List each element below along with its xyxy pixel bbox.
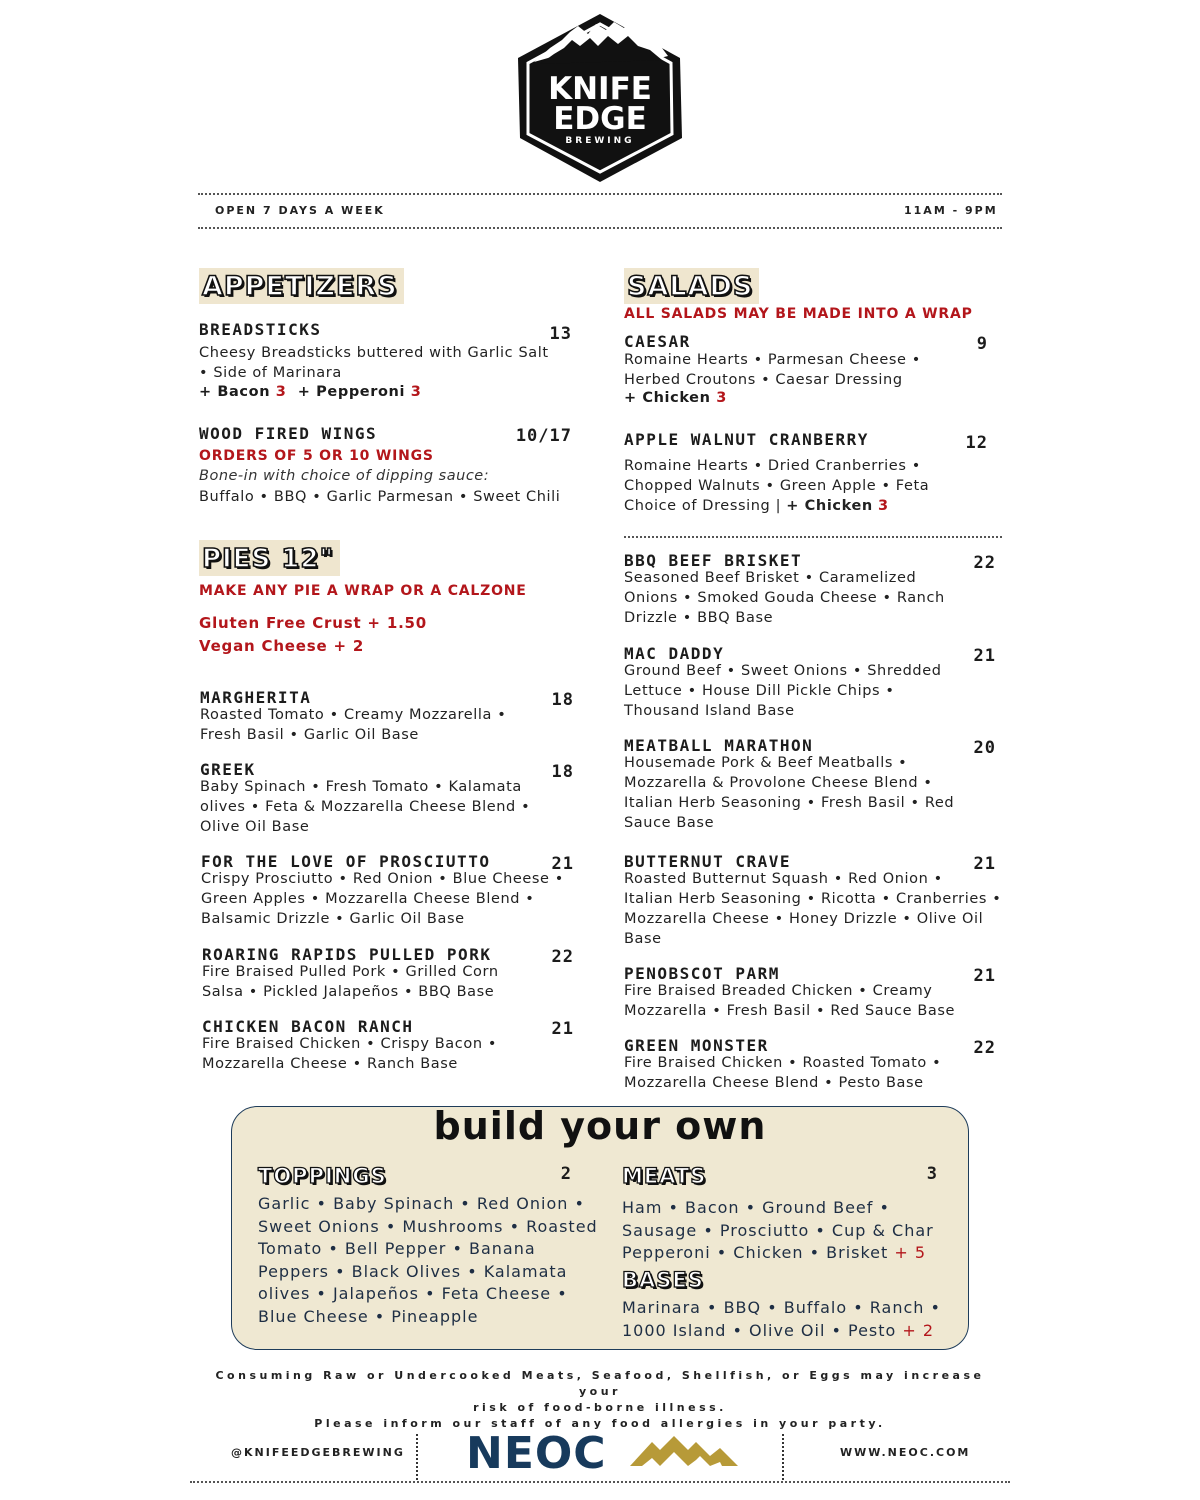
breadsticks-desc-2: • Side of Marinara [199, 365, 342, 381]
meats-heading: MEATS [622, 1164, 707, 1188]
pie-description-line: Ground Beef • Sweet Onions • Shredded [624, 663, 942, 679]
bases-heading: BASES [622, 1268, 704, 1292]
pie-description-line: olives • Feta & Mozzarella Cheese Blend • [200, 799, 531, 815]
wings-name: WOOD FIRED WINGS [199, 424, 378, 443]
caesar-desc-1: Romaine Hearts • Parmesan Cheese • [624, 352, 921, 368]
pie-price: 22 [551, 947, 574, 967]
pie-name: GREEK [200, 760, 256, 779]
footer-divider-left [416, 1434, 418, 1480]
toppings-line: olives • Jalapeños • Feta Cheese • [258, 1284, 568, 1303]
meats-line: Sausage • Prosciutto • Cup & Char [622, 1220, 934, 1240]
addon-pepperoni-price: 3 [410, 384, 422, 400]
pie-description-line: Italian Herb Seasoning • Ricotta • Cranberries • [624, 891, 1002, 907]
hours-divider [198, 227, 1002, 229]
pie-name: MEATBALL MARATHON [624, 736, 814, 755]
pie-name: BUTTERNUT CRAVE [624, 852, 791, 871]
meats-list [622, 1197, 934, 1265]
bases-line-text: 1000 Island • Olive Oil • Pesto [622, 1320, 897, 1340]
pie-description-line: Crispy Prosciutto • Red Onion • Blue Cheese • [201, 871, 564, 887]
pies-heading: PIES 12" [199, 540, 340, 576]
pie-price: 22 [973, 1038, 996, 1058]
pie-description-line: Drizzle • BBQ Base [624, 610, 774, 626]
pie-description-line: Balsamic Drizzle • Garlic Oil Base [201, 911, 465, 927]
disclaimer-line: Consuming Raw or Undercooked Meats, Seafood, Shellfish, or Eggs may increase your [215, 1369, 985, 1398]
social-handle: @KNIFEEDGEBREWING [231, 1446, 405, 1459]
pie-name: ROARING RAPIDS PULLED PORK [202, 945, 492, 964]
food-safety-disclaimer [200, 1368, 1000, 1432]
website-url: WWW.NEOC.COM [840, 1446, 971, 1459]
pie-price: 21 [551, 854, 574, 874]
appetizers-heading: APPETIZERS [199, 268, 404, 304]
open-days-text: OPEN 7 DAYS A WEEK [215, 204, 385, 217]
pie-price: 21 [973, 646, 996, 666]
pie-price: 21 [973, 966, 996, 986]
pie-name: GREEN MONSTER [624, 1036, 769, 1055]
pie-description-line: Roasted Butternut Squash • Red Onion • [624, 871, 943, 887]
apple-salad-dressing: Choice of Dressing | [624, 498, 782, 514]
pie-description-line: Seasoned Beef Brisket • Caramelized [624, 570, 917, 586]
pie-name: CHICKEN BACON RANCH [202, 1017, 414, 1036]
build-your-own-title: build your own [433, 1104, 767, 1148]
caesar-addon-chicken: + Chicken [624, 390, 711, 406]
pie-description-line: Mozzarella Cheese • Ranch Base [202, 1056, 458, 1072]
logo-word-edge: EDGE [553, 101, 647, 137]
breadsticks-name: BREADSTICKS [199, 320, 322, 339]
pie-description-line: Mozzarella • Fresh Basil • Red Sauce Base [624, 1003, 956, 1019]
pie-description-line: Fire Braised Chicken • Roasted Tomato • [624, 1055, 942, 1071]
pie-price: 22 [973, 553, 996, 573]
pie-description-line: Onions • Smoked Gouda Cheese • Ranch [624, 590, 945, 606]
disclaimer-line: Please inform our staff of any food allergies in your party. [314, 1417, 886, 1430]
pie-price: 20 [973, 738, 996, 758]
knife-edge-logo [510, 10, 690, 188]
logo-word-knife: KNIFE [548, 71, 652, 107]
vegan-cheese-note: Vegan Cheese + 2 [199, 637, 365, 655]
salads-wrap-note: ALL SALADS MAY BE MADE INTO A WRAP [624, 306, 973, 322]
bases-line: Marinara • BBQ • Buffalo • Ranch • [622, 1298, 941, 1317]
caesar-addon-price: 3 [716, 390, 727, 406]
salads-heading: SALADS [624, 268, 759, 304]
pie-price: 21 [551, 1019, 574, 1039]
apple-salad-desc-1: Romaine Hearts • Dried Cranberries • [624, 458, 921, 474]
pie-description-line: Olive Oil Base [200, 819, 310, 835]
toppings-line: Peppers • Black Olives • Kalamata [258, 1261, 568, 1281]
breadsticks-addons [199, 384, 421, 400]
pie-description-line: Base [624, 931, 662, 947]
apple-salad-desc-2: Chopped Walnuts • Green Apple • Feta [624, 478, 930, 494]
pie-description-line: Italian Herb Seasoning • Fresh Basil • Red [624, 795, 955, 811]
pie-description-line: Housemade Pork & Beef Meatballs • [624, 755, 908, 771]
pie-description-line: Fire Braised Pulled Pork • Grilled Corn [202, 964, 499, 980]
toppings-price: 2 [560, 1164, 572, 1184]
pie-price: 18 [551, 690, 574, 710]
apple-salad-addon-price: 3 [878, 498, 889, 514]
caesar-name: CAESAR [624, 332, 691, 351]
apple-salad-addon: + Chicken [786, 498, 873, 514]
breadsticks-desc-1: Cheesy Breadsticks buttered with Garlic Salt [199, 345, 549, 361]
caesar-price: 9 [976, 334, 988, 354]
pie-description-line: Baby Spinach • Fresh Tomato • Kalamata [200, 779, 522, 795]
bases-line [622, 1320, 941, 1343]
neoc-logo-text: NEOC [466, 1428, 607, 1479]
pie-description-line: Mozzarella Cheese Blend • Pesto Base [624, 1075, 924, 1091]
meats-line-text: Pepperoni • Chicken • Brisket [622, 1243, 889, 1262]
mountain-logo-icon [630, 1434, 738, 1466]
pesto-upcharge: + 2 [902, 1320, 935, 1340]
toppings-line: Tomato • Bell Pepper • Banana [258, 1239, 536, 1258]
pie-description-line: Mozzarella & Provolone Cheese Blend • [624, 775, 933, 791]
meats-line [622, 1242, 934, 1265]
logo-hexagon [510, 10, 690, 188]
pie-description-line: Lettuce • House Dill Pickle Chips • [624, 683, 895, 699]
pie-price: 21 [973, 854, 996, 874]
addon-bacon: + Bacon [199, 384, 271, 400]
wings-price: 10/17 [515, 426, 572, 446]
pie-description-line: Fresh Basil • Garlic Oil Base [200, 727, 419, 743]
pie-description-line: Sauce Base [624, 815, 715, 831]
addon-pepperoni: + Pepperoni [297, 384, 406, 400]
pie-description-line: Salsa • Pickled Jalapeños • BBQ Base [202, 984, 495, 1000]
pie-name: PENOBSCOT PARM [624, 964, 780, 983]
pie-description-line: Green Apples • Mozzarella Cheese Blend • [201, 891, 535, 907]
disclaimer-line: risk of food-borne illness. [473, 1401, 727, 1414]
pie-description-line: Mozzarella Cheese • Honey Drizzle • Olive Oil [624, 911, 984, 927]
pie-description-line: Thousand Island Base [624, 703, 795, 719]
top-divider [198, 193, 1002, 195]
meats-line: Ham • Bacon • Ground Beef • [622, 1198, 890, 1217]
brisket-upcharge: + 5 [894, 1243, 927, 1262]
footer-divider-right [782, 1434, 784, 1480]
wings-orders-note: ORDERS OF 5 OR 10 WINGS [199, 448, 434, 464]
pie-description-line: Roasted Tomato • Creamy Mozzarella • [200, 707, 507, 723]
toppings-heading: TOPPINGS [258, 1164, 387, 1188]
wings-sauce-note: Bone-in with choice of dipping sauce: [199, 468, 490, 484]
logo-word-brewing: BREWING [565, 136, 635, 146]
apple-salad-name: APPLE WALNUT CRANBERRY [624, 430, 869, 449]
bottom-divider [190, 1481, 1010, 1483]
pie-name: MARGHERITA [200, 688, 312, 707]
toppings-list [258, 1193, 598, 1328]
pie-description-line: Fire Braised Chicken • Crispy Bacon • [202, 1036, 497, 1052]
caesar-addon [624, 390, 727, 406]
breadsticks-price: 13 [549, 324, 572, 344]
addon-bacon-price: 3 [275, 384, 287, 400]
apple-salad-price: 12 [965, 433, 988, 453]
pie-price: 18 [551, 762, 574, 782]
toppings-line: Sweet Onions • Mushrooms • Roasted [258, 1216, 598, 1236]
pie-name: BBQ BEEF BRISKET [624, 551, 803, 570]
pie-name: MAC DADDY [624, 644, 725, 663]
pies-wrap-note: MAKE ANY PIE A WRAP OR A CALZONE [199, 583, 527, 599]
caesar-desc-2: Herbed Croutons • Caesar Dressing [624, 372, 903, 388]
apple-salad-desc-3 [624, 496, 889, 516]
bases-list [622, 1297, 941, 1342]
gluten-free-note: Gluten Free Crust + 1.50 [199, 614, 428, 632]
wings-sauces: Buffalo • BBQ • Garlic Parmesan • Sweet Chili [199, 489, 561, 505]
pie-name: FOR THE LOVE OF PROSCIUTTO [201, 852, 491, 871]
toppings-line: Garlic • Baby Spinach • Red Onion • [258, 1194, 585, 1213]
meats-price: 3 [926, 1164, 938, 1184]
toppings-line: Blue Cheese • Pineapple [258, 1306, 479, 1326]
salads-divider [624, 536, 1002, 538]
pie-description-line: Fire Braised Breaded Chicken • Creamy [624, 983, 933, 999]
open-hours-text: 11AM - 9PM [904, 204, 998, 217]
